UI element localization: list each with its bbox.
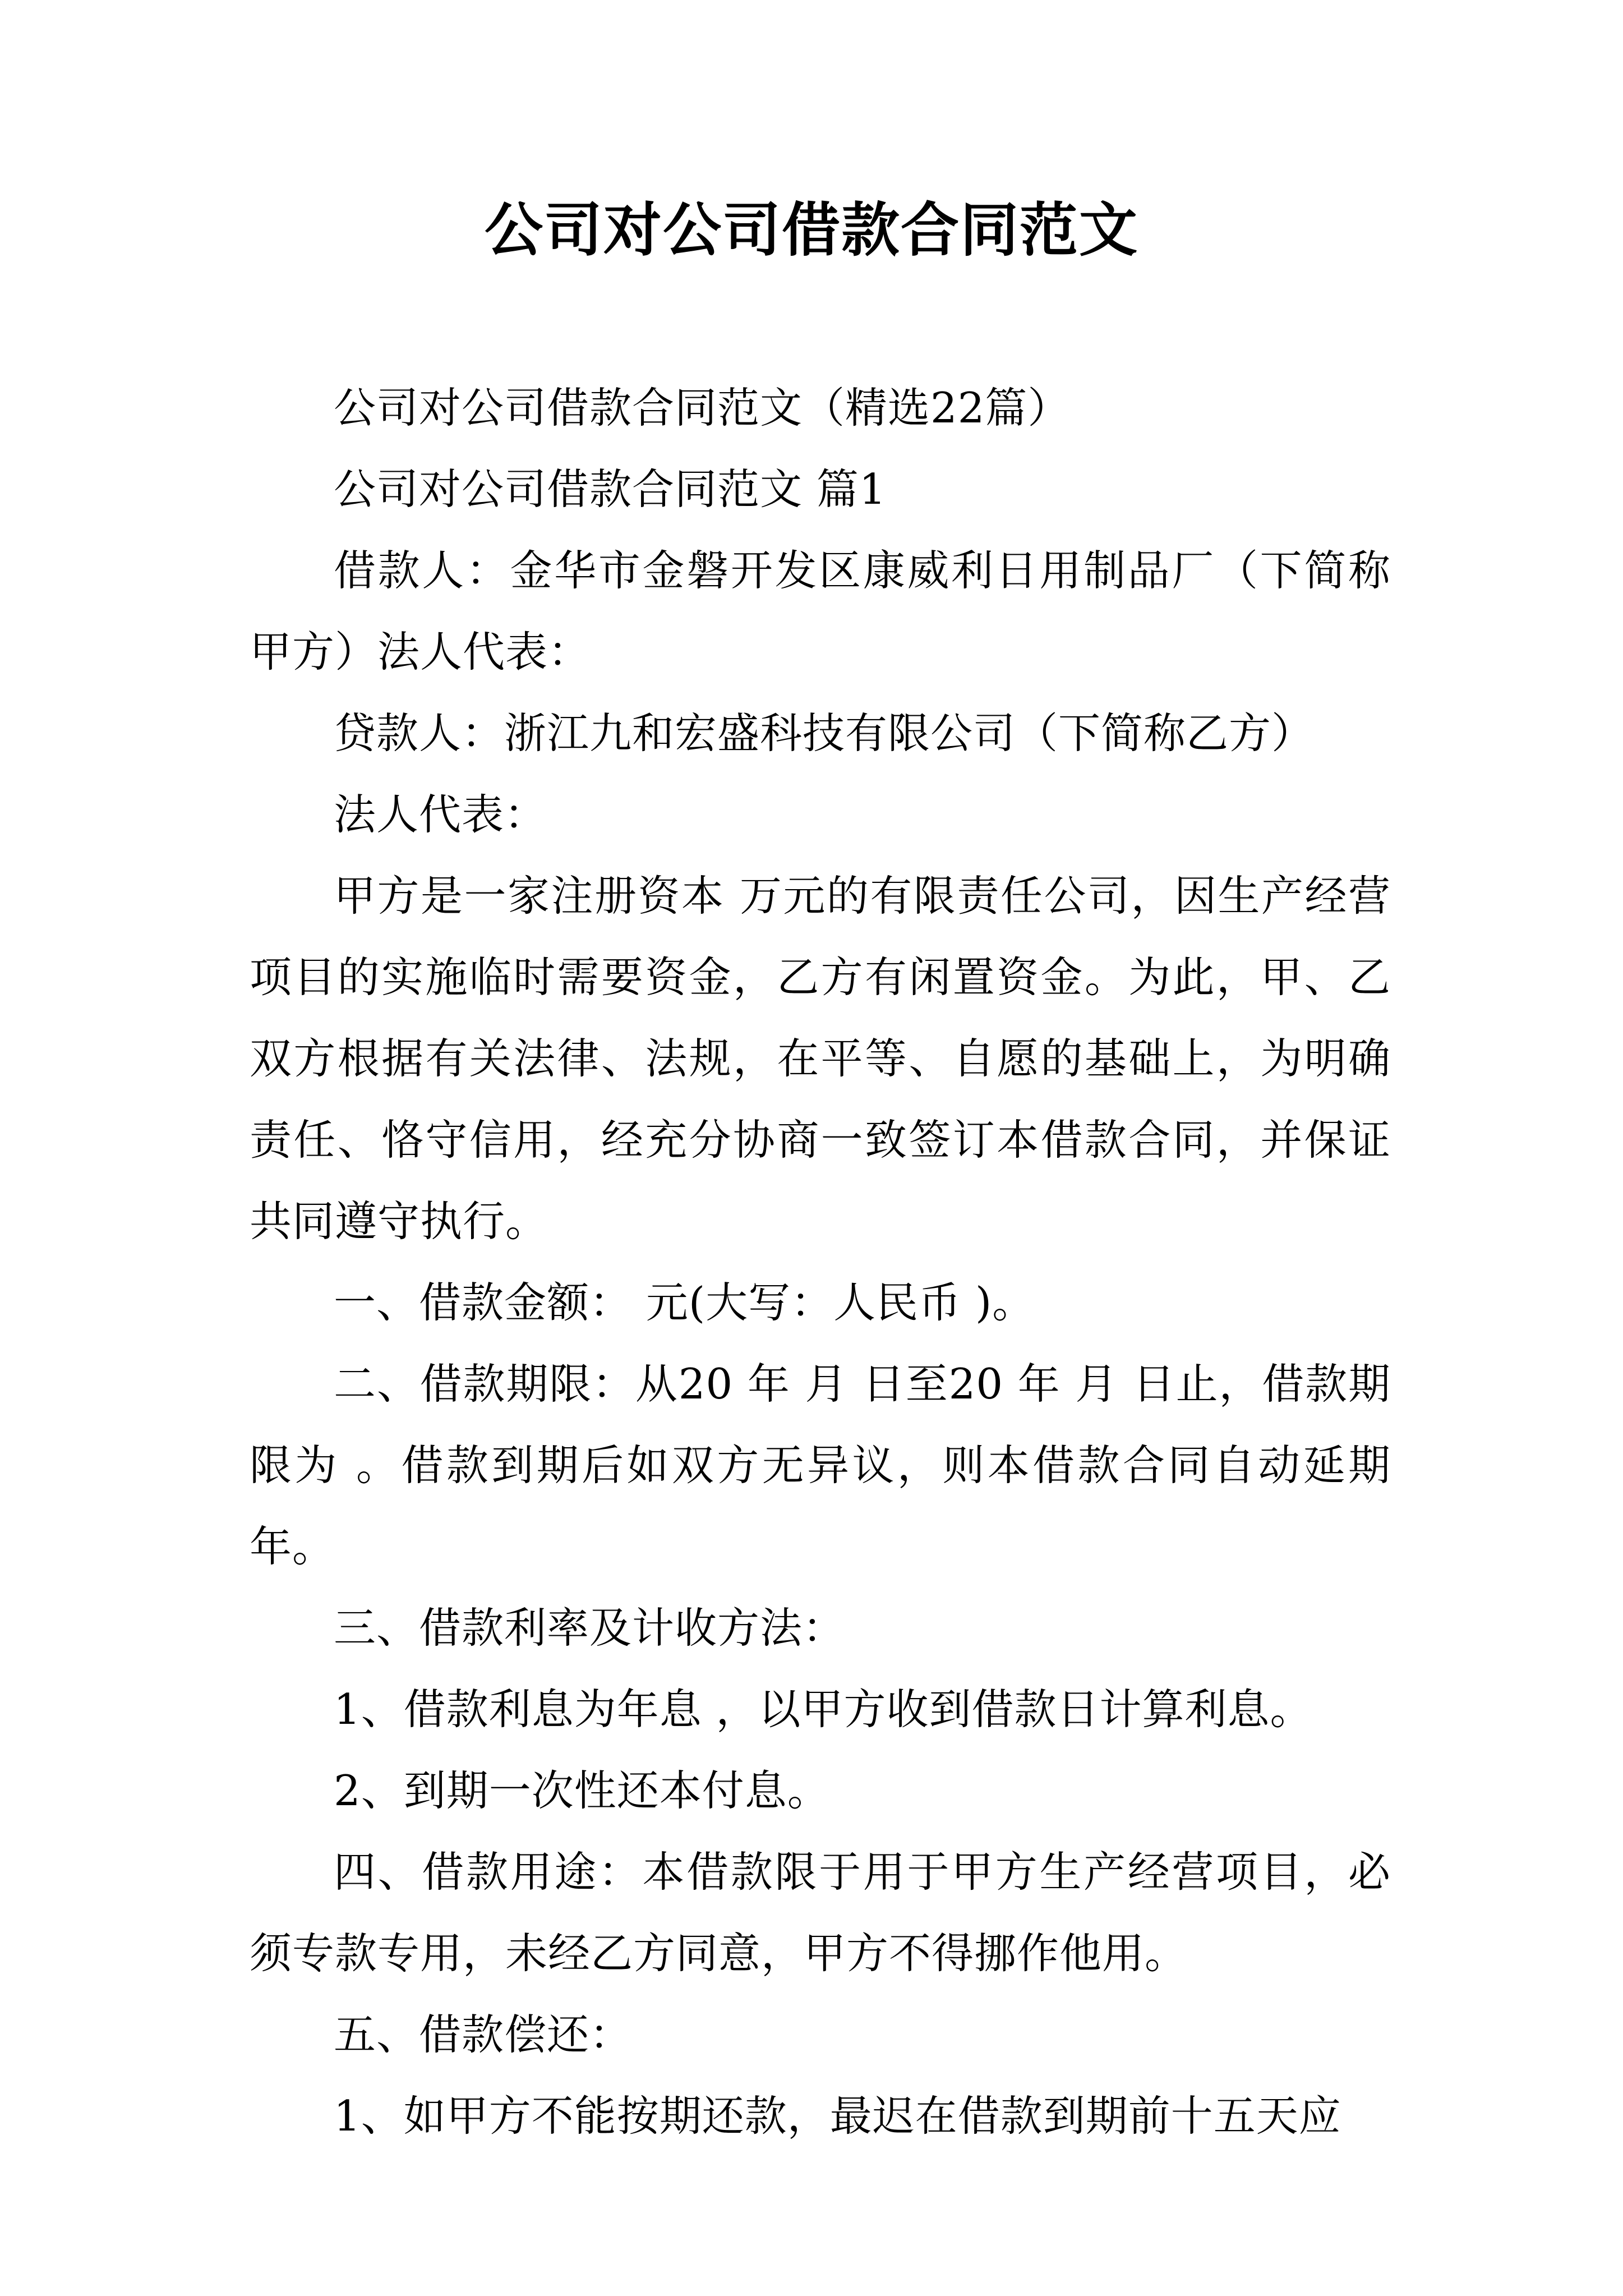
- paragraph-loan-purpose: 四、借款用途：本借款限于用于甲方生产经营项目，必须专款专用，未经乙方同意，甲方不得挪作他用。: [250, 1847, 1391, 1978]
- document-title: 公司对公司借款合同范文: [484, 195, 1138, 264]
- paragraph-preamble: 甲方是一家注册资本 万元的有限责任公司，因生产经营项目的实施临时需要资金，乙方有闲置资金。为此，甲、乙双方根据有关法律、法规，在平等、自愿的基础上，为明确责任、恪守信用，经充分协商一致签订本借款合同，并保证共同遵守执行。: [250, 871, 1391, 1246]
- paragraph-interest-item-1: 1、借款利息为年息 ，以甲方收到借款日计算利息。: [334, 1685, 1313, 1734]
- paragraph-borrower: 借款人：金华市金磐开发区康威利日用制品厂（下简称甲方）法人代表：: [250, 546, 1391, 677]
- paragraph-interest-heading: 三、借款利率及计收方法：: [334, 1603, 846, 1653]
- paragraph-repayment-item-1: 1、如甲方不能按期还款，最迟在借款到期前十五天应: [334, 2091, 1341, 2141]
- document-body: [250, 367, 1391, 2157]
- paragraph-repayment-heading: 五、借款偿还：: [334, 2010, 633, 2059]
- paragraph-legal-rep: 法人代表：: [334, 790, 547, 839]
- paragraph-loan-amount: 一、借款金额： 元(大写：人民币 )。: [334, 1278, 1035, 1327]
- paragraph-loan-term: 二、借款期限：从20 年 月 日至20 年 月 日止，借款期限为 。借款到期后如双方无异议，则本借款合同自动延期 年。: [250, 1359, 1391, 1571]
- paragraph-subtitle: 公司对公司借款合同范文（精选22篇）: [334, 383, 1071, 432]
- paragraph-section-heading: 公司对公司借款合同范文 篇1: [334, 464, 887, 514]
- paragraph-lender: 贷款人：浙江九和宏盛科技有限公司（下简称乙方）: [334, 708, 1315, 758]
- paragraph-interest-item-2: 2、到期一次性还本付息。: [334, 1766, 830, 1815]
